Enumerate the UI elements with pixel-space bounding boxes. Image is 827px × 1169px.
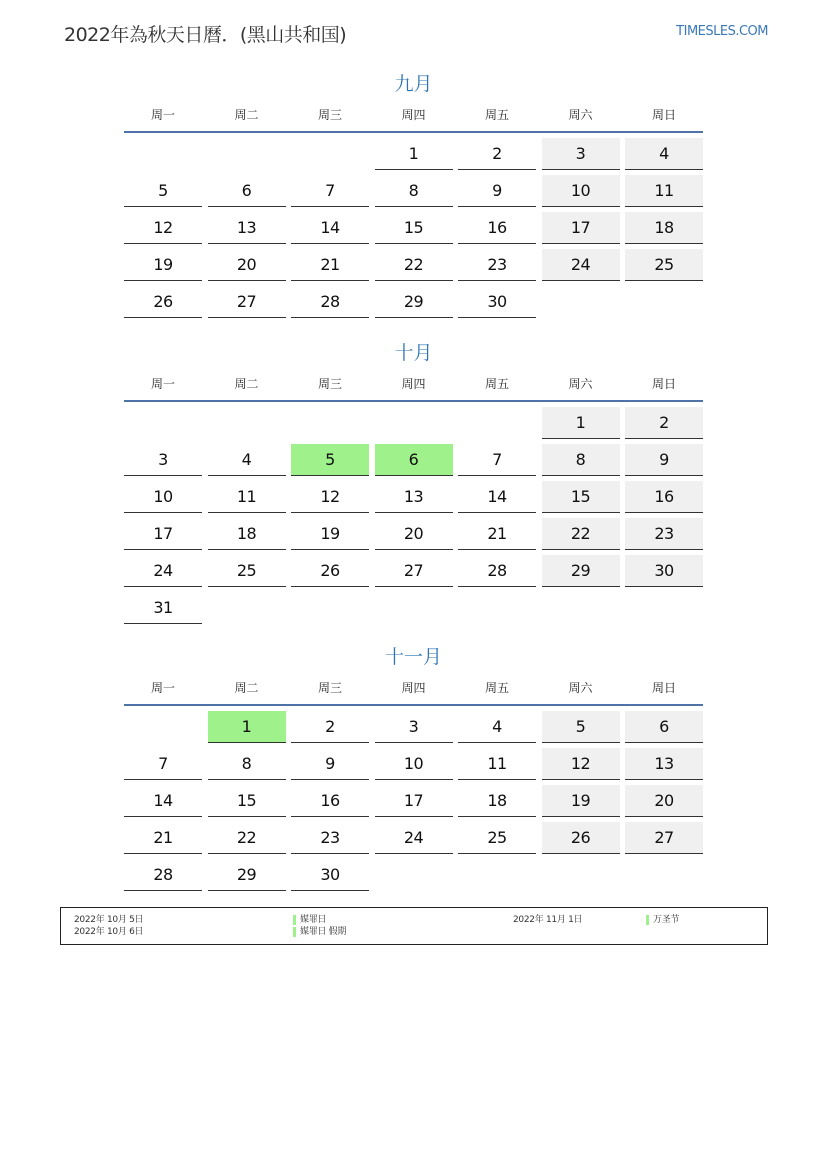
month-calendar-november xyxy=(124,643,703,891)
weekday-label: 周六 xyxy=(568,377,593,391)
day-cell[interactable]: 26 xyxy=(291,555,369,587)
weekday-label: 周五 xyxy=(484,377,509,391)
day-cell[interactable]: 2 xyxy=(625,407,703,439)
day-cell[interactable]: 24 xyxy=(542,249,620,281)
empty-cell xyxy=(291,138,369,169)
day-cell[interactable]: 7 xyxy=(458,444,536,476)
day-cell[interactable]: 24 xyxy=(124,555,202,587)
legend-holiday-name: 万圣节 xyxy=(653,915,680,925)
day-cell[interactable]: 9 xyxy=(458,175,536,207)
weekday-label: 周五 xyxy=(484,108,509,122)
day-cell[interactable]: 6 xyxy=(208,175,286,207)
day-cell[interactable]: 23 xyxy=(458,249,536,281)
month-calendar-october xyxy=(124,339,703,624)
day-cell[interactable]: 18 xyxy=(458,785,536,817)
day-cell[interactable]: 28 xyxy=(458,555,536,587)
weekday-label: 周一 xyxy=(150,681,175,695)
day-cell[interactable]: 3 xyxy=(542,138,620,170)
day-cell[interactable]: 31 xyxy=(124,592,202,624)
weekday-label: 周一 xyxy=(150,377,175,391)
day-cell[interactable]: 30 xyxy=(458,286,536,318)
day-cell[interactable]: 22 xyxy=(542,518,620,550)
day-cell[interactable]: 20 xyxy=(208,249,286,281)
empty-cell xyxy=(124,711,202,742)
day-cell[interactable]: 11 xyxy=(208,481,286,513)
legend-holiday-name: 媒罪日 xyxy=(300,915,327,925)
day-cell[interactable]: 10 xyxy=(124,481,202,513)
day-cell[interactable]: 22 xyxy=(375,249,453,281)
day-cell[interactable]: 14 xyxy=(291,212,369,244)
legend-entry xyxy=(293,926,346,938)
page-title: 2022年為秋天日曆．(黑山共和国) xyxy=(64,24,347,46)
day-cell[interactable]: 21 xyxy=(291,249,369,281)
day-grid xyxy=(124,407,703,624)
weekday-label: 周五 xyxy=(484,681,509,695)
day-cell[interactable]: 1 xyxy=(542,407,620,439)
day-cell[interactable]: 23 xyxy=(291,822,369,854)
day-cell[interactable]: 4 xyxy=(458,711,536,743)
day-cell[interactable]: 19 xyxy=(542,785,620,817)
day-cell[interactable]: 3 xyxy=(124,444,202,476)
weekday-label: 周二 xyxy=(234,681,259,695)
day-grid xyxy=(124,138,703,318)
legend-date: 2022年 10月 6日 xyxy=(74,927,144,937)
day-cell[interactable]: 13 xyxy=(208,212,286,244)
legend-date: 2022年 10月 5日 xyxy=(74,915,144,925)
day-cell[interactable]: 14 xyxy=(124,785,202,817)
day-cell[interactable]: 25 xyxy=(458,822,536,854)
weekday-header xyxy=(124,679,703,706)
day-cell[interactable]: 27 xyxy=(208,286,286,318)
day-cell[interactable]: 5 xyxy=(542,711,620,743)
day-cell[interactable]: 27 xyxy=(375,555,453,587)
holiday-day-cell[interactable]: 5 xyxy=(291,444,369,476)
day-cell[interactable]: 18 xyxy=(625,212,703,244)
weekday-label: 周三 xyxy=(317,377,342,391)
day-cell[interactable]: 18 xyxy=(208,518,286,550)
legend-date: 2022年 11月 1日 xyxy=(513,915,583,925)
day-cell[interactable]: 22 xyxy=(208,822,286,854)
month-title: 九月 xyxy=(394,73,433,95)
day-cell[interactable]: 10 xyxy=(375,748,453,780)
day-cell[interactable]: 8 xyxy=(542,444,620,476)
weekday-label: 周日 xyxy=(651,377,676,391)
month-calendar-september xyxy=(124,70,703,318)
empty-cell xyxy=(208,138,286,169)
weekday-header xyxy=(124,106,703,133)
month-title: 十月 xyxy=(394,342,433,364)
day-cell[interactable]: 17 xyxy=(375,785,453,817)
day-cell[interactable]: 26 xyxy=(542,822,620,854)
empty-cell xyxy=(124,138,202,169)
day-cell[interactable]: 27 xyxy=(625,822,703,854)
day-cell[interactable]: 26 xyxy=(124,286,202,318)
day-cell[interactable]: 6 xyxy=(625,711,703,743)
month-title: 十一月 xyxy=(384,646,442,668)
weekday-label: 周四 xyxy=(401,377,426,391)
day-cell[interactable]: 17 xyxy=(542,212,620,244)
day-cell[interactable]: 16 xyxy=(625,481,703,513)
day-cell[interactable]: 12 xyxy=(124,212,202,244)
empty-cell xyxy=(375,407,453,438)
holiday-color-swatch xyxy=(646,915,649,925)
legend-holiday-name: 媒罪日 假期 xyxy=(300,927,347,937)
day-cell[interactable]: 12 xyxy=(542,748,620,780)
day-cell[interactable]: 28 xyxy=(124,859,202,891)
day-cell[interactable]: 7 xyxy=(291,175,369,207)
day-cell[interactable]: 20 xyxy=(375,518,453,550)
day-cell[interactable]: 16 xyxy=(458,212,536,244)
empty-cell xyxy=(124,407,202,438)
day-cell[interactable]: 7 xyxy=(124,748,202,780)
day-cell[interactable]: 4 xyxy=(625,138,703,170)
holiday-color-swatch xyxy=(293,927,296,937)
holiday-day-cell[interactable]: 6 xyxy=(375,444,453,476)
day-cell[interactable]: 2 xyxy=(291,711,369,743)
weekday-label: 周四 xyxy=(401,681,426,695)
weekday-label: 周四 xyxy=(401,108,426,122)
weekday-label: 周一 xyxy=(150,108,175,122)
day-cell[interactable]: 21 xyxy=(124,822,202,854)
day-cell[interactable]: 29 xyxy=(542,555,620,587)
legend-entry xyxy=(646,914,679,926)
day-cell[interactable]: 11 xyxy=(625,175,703,207)
empty-cell xyxy=(458,407,536,438)
day-cell[interactable]: 1 xyxy=(375,138,453,170)
day-cell[interactable]: 3 xyxy=(375,711,453,743)
day-cell[interactable]: 11 xyxy=(458,748,536,780)
weekday-label: 周三 xyxy=(317,681,342,695)
day-cell[interactable]: 8 xyxy=(208,748,286,780)
day-cell[interactable]: 30 xyxy=(625,555,703,587)
weekday-label: 周二 xyxy=(234,108,259,122)
day-cell[interactable]: 8 xyxy=(375,175,453,207)
day-cell[interactable]: 14 xyxy=(458,481,536,513)
day-cell[interactable]: 19 xyxy=(124,249,202,281)
weekday-label: 周六 xyxy=(568,681,593,695)
holiday-color-swatch xyxy=(293,915,296,925)
day-cell[interactable]: 2 xyxy=(458,138,536,170)
day-cell[interactable]: 19 xyxy=(291,518,369,550)
day-cell[interactable]: 29 xyxy=(208,859,286,891)
holiday-legend xyxy=(60,907,768,945)
empty-cell xyxy=(208,407,286,438)
weekday-label: 周三 xyxy=(317,108,342,122)
day-cell[interactable]: 28 xyxy=(291,286,369,318)
day-cell[interactable]: 30 xyxy=(291,859,369,891)
day-cell[interactable]: 21 xyxy=(458,518,536,550)
weekday-header xyxy=(124,375,703,402)
site-link[interactable]: TIMESLES.COM xyxy=(676,24,768,39)
day-cell[interactable]: 4 xyxy=(208,444,286,476)
empty-cell xyxy=(291,407,369,438)
day-cell[interactable]: 20 xyxy=(625,785,703,817)
day-cell[interactable]: 13 xyxy=(625,748,703,780)
day-cell[interactable]: 15 xyxy=(542,481,620,513)
weekday-label: 周日 xyxy=(651,681,676,695)
day-cell[interactable]: 5 xyxy=(124,175,202,207)
weekday-label: 周二 xyxy=(234,377,259,391)
day-cell[interactable]: 23 xyxy=(625,518,703,550)
day-cell[interactable]: 9 xyxy=(625,444,703,476)
day-cell[interactable]: 13 xyxy=(375,481,453,513)
day-cell[interactable]: 10 xyxy=(542,175,620,207)
day-cell[interactable]: 12 xyxy=(291,481,369,513)
holiday-day-cell[interactable]: 1 xyxy=(208,711,286,743)
day-cell[interactable]: 9 xyxy=(291,748,369,780)
weekday-label: 周六 xyxy=(568,108,593,122)
day-cell[interactable]: 29 xyxy=(375,286,453,318)
day-cell[interactable]: 16 xyxy=(291,785,369,817)
legend-entry xyxy=(293,914,326,926)
weekday-label: 周日 xyxy=(651,108,676,122)
day-cell[interactable]: 15 xyxy=(208,785,286,817)
day-cell[interactable]: 24 xyxy=(375,822,453,854)
day-cell[interactable]: 15 xyxy=(375,212,453,244)
day-cell[interactable]: 25 xyxy=(208,555,286,587)
day-grid xyxy=(124,711,703,891)
day-cell[interactable]: 17 xyxy=(124,518,202,550)
day-cell[interactable]: 25 xyxy=(625,249,703,281)
